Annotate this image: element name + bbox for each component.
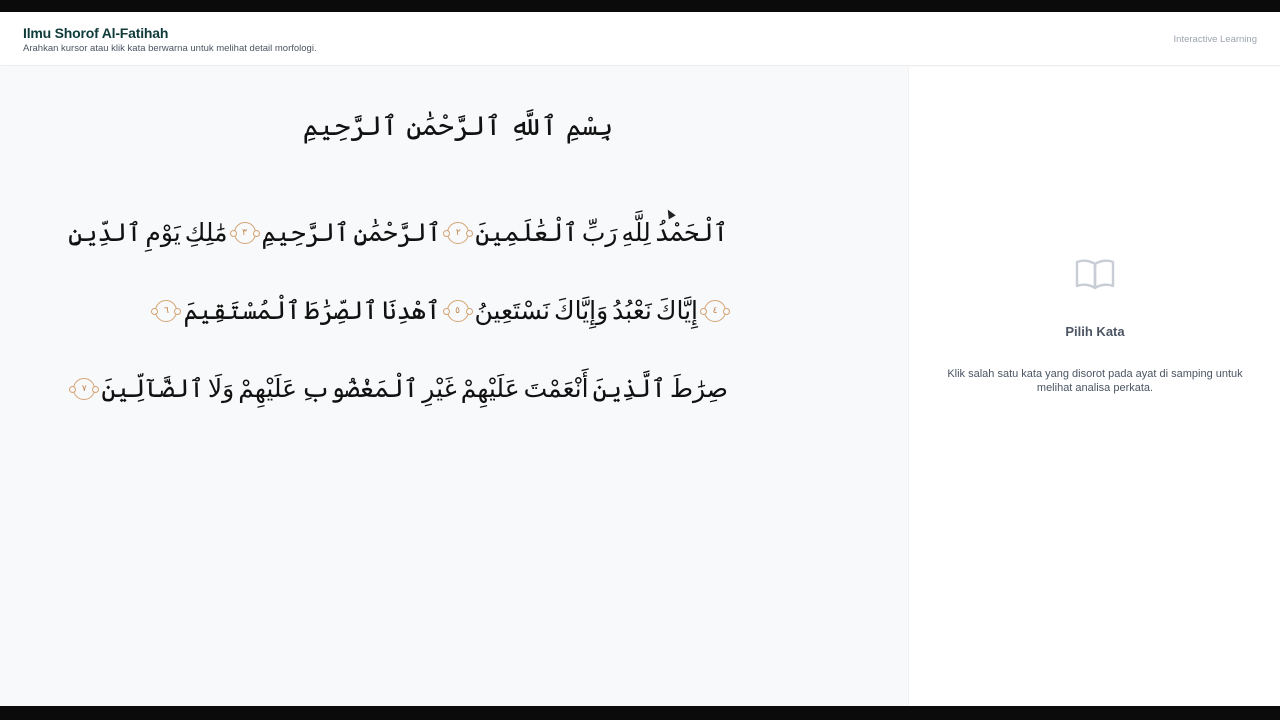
ayah-number-marker: [447, 222, 469, 244]
ayah-word[interactable]: وَإِيَّاكَ: [553, 296, 609, 325]
ayah-word[interactable]: عَلَيْهِمْ: [460, 374, 520, 403]
ayah-word[interactable]: ٱلضَّآلِّينَ: [101, 374, 204, 403]
word-detail-panel: [908, 67, 1280, 706]
ayah-number: ٦: [164, 305, 169, 316]
ayah-word[interactable]: ٱلرَّحِيمِ: [261, 218, 350, 247]
ayah-word[interactable]: رَبِّ: [581, 218, 618, 247]
ayah-word[interactable]: ٱلصِّرَٰطَ: [304, 296, 378, 325]
ayah-word[interactable]: لِلَّهِ: [621, 218, 651, 247]
ayah-number-marker: [73, 378, 95, 400]
ayah-word[interactable]: صِرَٰطَ: [669, 374, 728, 403]
ayah-word[interactable]: ٱلْحَمْدُ: [654, 218, 728, 247]
ayah-number: ٥: [455, 305, 460, 316]
bottom-black-bar: [0, 706, 1280, 720]
ayah-word[interactable]: نَعْبُدُ: [612, 296, 652, 325]
ayah-word[interactable]: ٱلرَّحْمَٰنِ: [353, 218, 442, 247]
ayah-number: ٢: [455, 227, 461, 238]
ayah-number: ٣: [242, 227, 247, 238]
page-header: [0, 12, 1280, 66]
page-title: Ilmu Shorof Al-Fatihah: [23, 25, 169, 41]
interactive-learning-label: Interactive Learning: [1173, 34, 1257, 45]
ayah-word[interactable]: ٱلْمُسْتَقِيمَ: [183, 296, 301, 325]
ayah-number: ٧: [81, 383, 87, 394]
panel-title: Pilih Kata: [1065, 324, 1125, 339]
ayah-word[interactable]: مَٰلِكِ: [184, 218, 228, 247]
ayah-line-1: [68, 211, 730, 255]
basmala-text: بِسْمِ ٱللَّهِ ٱلرَّحْمَٰنِ ٱلرَّحِيمِ: [302, 111, 614, 142]
ayah-word[interactable]: إِيَّاكَ: [655, 296, 698, 325]
page-subtitle: Arahkan kursor atau klik kata berwarna untuk melihat detail morfologi.: [23, 43, 317, 54]
ayah-number: ٤: [712, 305, 718, 316]
app-window: [0, 12, 1280, 706]
ayah-line-3: [81, 367, 730, 411]
ayah-number-marker: [234, 222, 256, 244]
ayah-word[interactable]: ٱهْدِنَا: [381, 296, 441, 325]
ayah-word[interactable]: ٱلدِّينِ: [68, 218, 142, 247]
ayah-word[interactable]: عَلَيْهِمْ: [238, 374, 298, 403]
book-open-icon: [1074, 257, 1116, 291]
ayah-word[interactable]: أَنْعَمْتَ: [523, 374, 589, 403]
ayah-line-2: [164, 289, 730, 333]
ayah-number-marker: [447, 300, 469, 322]
ayah-word[interactable]: وَلَا: [207, 374, 235, 403]
ayah-word[interactable]: غَيْرِ: [422, 374, 457, 403]
panel-description: Klik salah satu kata yang disorot pada ayat di samping untuk melihat analisa perkata.: [947, 368, 1243, 394]
ayah-word[interactable]: ٱلْمَغْضُوبِ: [301, 374, 419, 403]
quran-reader: [0, 67, 908, 706]
top-black-bar: [0, 0, 1280, 12]
ayah-word[interactable]: نَسْتَعِينُ: [474, 296, 550, 325]
ayah-word[interactable]: ٱلَّذِينَ: [592, 374, 666, 403]
ayah-word[interactable]: يَوْمِ: [145, 218, 181, 247]
ayah-number-marker: [704, 300, 726, 322]
ayah-number-marker: [155, 300, 177, 322]
ayah-word[interactable]: ٱلْعَٰلَمِينَ: [475, 218, 578, 247]
